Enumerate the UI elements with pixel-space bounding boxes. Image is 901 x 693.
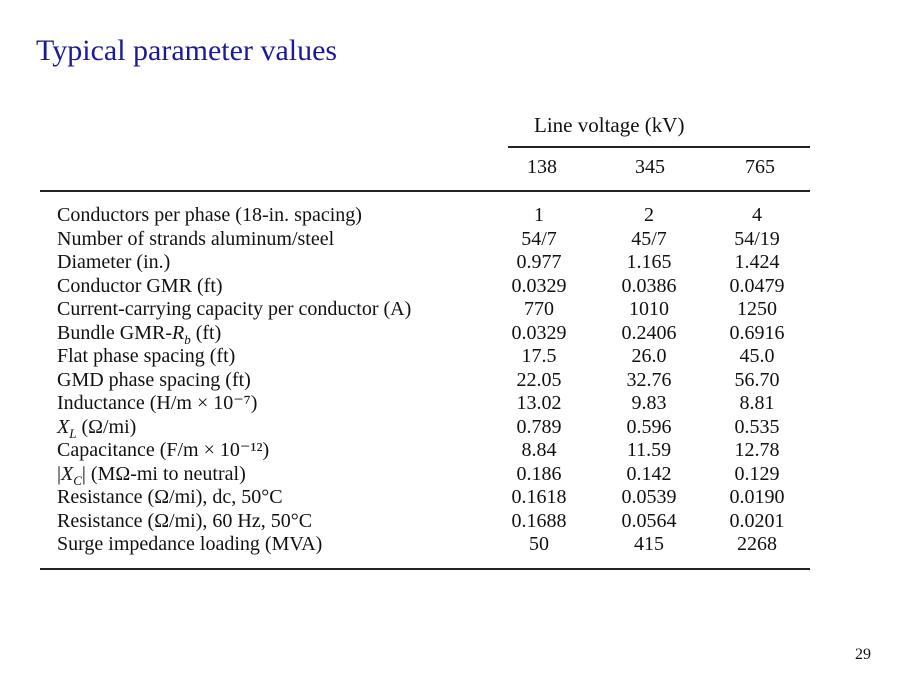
row-label: Inductance (H/m × 10⁻⁷) <box>57 392 258 414</box>
table-row <box>57 298 817 322</box>
page-number: 29 <box>855 646 871 663</box>
cell-765: 8.81 <box>739 392 775 414</box>
cell-345: 415 <box>634 533 664 555</box>
cell-138: 0.789 <box>516 415 562 438</box>
cell-345: 0.2406 <box>621 321 677 344</box>
cell-765: 54/19 <box>734 227 780 250</box>
table-row <box>57 416 817 440</box>
cell-345: 11.59 <box>626 439 672 461</box>
cell-138: 0.0329 <box>511 321 567 344</box>
row-label: Flat phase spacing (ft) <box>57 345 236 367</box>
table-bottom-rule <box>40 568 810 570</box>
table-row <box>57 228 817 252</box>
row-label: $|X_C|$ (MΩ-mi to neutral) <box>57 462 246 488</box>
cell-765: 1.424 <box>734 251 780 273</box>
table-row <box>57 533 817 557</box>
row-label: Current-carrying capacity per conductor (A) <box>57 298 412 320</box>
cell-138: 1 <box>534 204 544 226</box>
cell-345: 9.83 <box>631 392 667 414</box>
table-row <box>57 392 817 416</box>
cell-138: 0.0329 <box>511 274 567 297</box>
cell-765: 0.0190 <box>729 486 785 508</box>
table-row <box>57 439 817 463</box>
column-header-138: 138 <box>527 156 557 178</box>
row-label: Number of strands aluminum/steel <box>57 227 335 250</box>
table-row <box>57 369 817 393</box>
row-label: Conductors per phase (18-in. spacing) <box>57 204 362 226</box>
cell-345: 0.0539 <box>621 486 677 508</box>
table-row <box>57 275 817 299</box>
table-group-header: Line voltage (kV) <box>534 113 685 137</box>
cell-138: 22.05 <box>516 368 562 391</box>
table-row <box>57 510 817 534</box>
cell-765: 1250 <box>737 298 777 320</box>
table-row <box>57 204 817 228</box>
table-top-rule <box>40 190 810 192</box>
cell-765: 0.0479 <box>729 274 785 297</box>
cell-345: 0.596 <box>626 415 672 438</box>
cell-138: 0.1618 <box>511 486 567 508</box>
column-header-345: 345 <box>635 156 665 178</box>
cell-345: 0.142 <box>626 462 672 485</box>
cell-765: 56.70 <box>734 368 780 391</box>
cell-138: 770 <box>524 298 554 320</box>
cell-765: 0.6916 <box>729 321 785 344</box>
cell-345: 45/7 <box>631 227 667 250</box>
cell-345: 0.0386 <box>621 274 677 297</box>
row-label: Resistance (Ω/mi), dc, 50°C <box>57 486 283 508</box>
table-row <box>57 463 817 487</box>
cell-345: 26.0 <box>631 345 667 367</box>
row-label: $X_L$ (Ω/mi) <box>57 415 137 441</box>
cell-345: 2 <box>644 204 654 226</box>
slide-title: Typical parameter values <box>36 34 338 67</box>
cell-765: 45.0 <box>739 345 775 367</box>
cell-765: 0.535 <box>734 415 780 438</box>
row-label: Capacitance (F/m × 10⁻¹²) <box>57 439 270 461</box>
table-row <box>57 345 817 369</box>
cell-138: 54/7 <box>521 227 557 250</box>
cell-138: 13.02 <box>516 392 562 414</box>
row-label: GMD phase spacing (ft) <box>57 368 251 391</box>
column-header-765: 765 <box>745 156 775 178</box>
row-label: Conductor GMR (ft) <box>57 274 223 297</box>
table-row <box>57 322 817 346</box>
row-label: Surge impedance loading (MVA) <box>57 533 323 555</box>
cell-765: 0.0201 <box>729 509 785 532</box>
cell-765: 0.129 <box>734 462 780 485</box>
voltage-header-rule <box>508 146 810 148</box>
row-label: Diameter (in.) <box>57 251 171 273</box>
table-body <box>57 204 817 557</box>
cell-765: 4 <box>752 204 762 226</box>
cell-345: 1010 <box>629 298 669 320</box>
cell-345: 0.0564 <box>621 509 677 532</box>
cell-345: 32.76 <box>626 368 672 391</box>
cell-138: 0.186 <box>516 462 562 485</box>
cell-138: 0.977 <box>516 251 562 273</box>
table-row <box>57 486 817 510</box>
cell-765: 2268 <box>737 533 777 555</box>
cell-138: 0.1688 <box>511 509 567 532</box>
cell-138: 8.84 <box>521 439 557 461</box>
table-row <box>57 251 817 275</box>
cell-765: 12.78 <box>734 439 780 461</box>
row-label: Resistance (Ω/mi), 60 Hz, 50°C <box>57 509 313 532</box>
cell-138: 50 <box>529 533 549 555</box>
cell-345: 1.165 <box>626 251 672 273</box>
cell-138: 17.5 <box>521 345 557 367</box>
row-label: Bundle GMR-$R_b$ (ft) <box>57 321 222 347</box>
